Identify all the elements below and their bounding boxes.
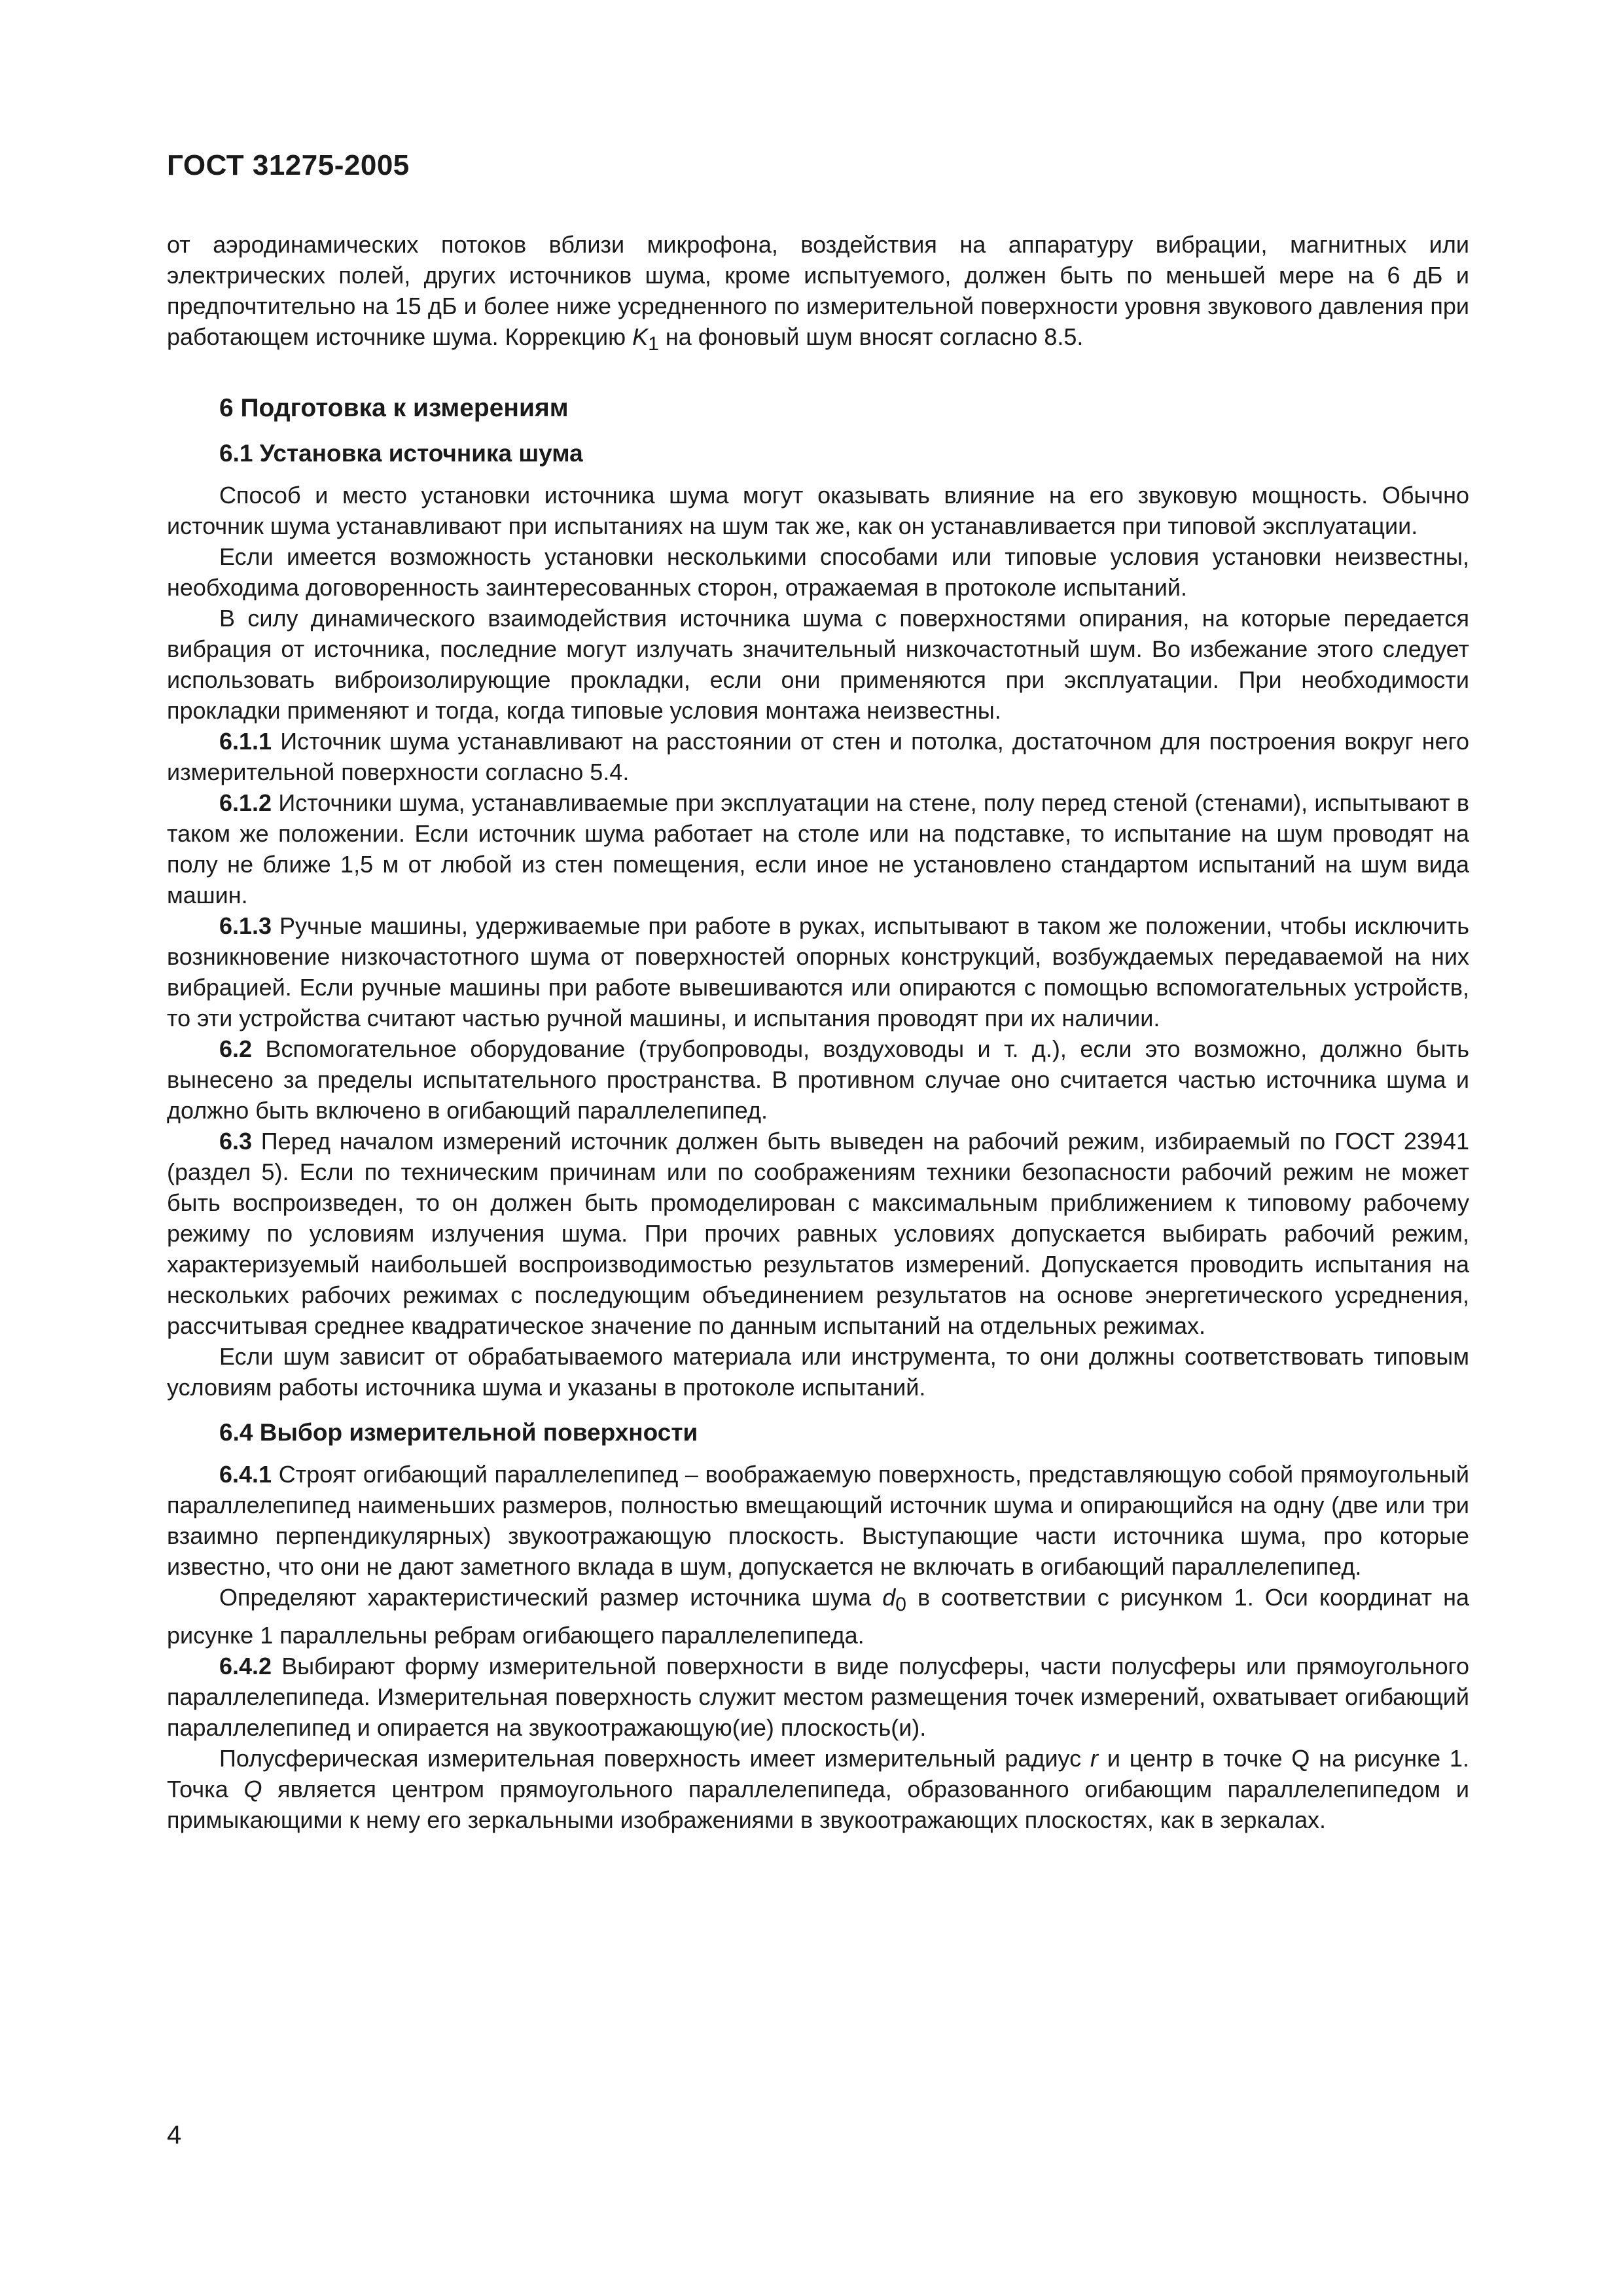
page-content <box>167 229 1469 1835</box>
document-header-code: ГОСТ 31275-2005 <box>167 149 410 181</box>
clause-6-1-1-text: Источник шума устанавливают на расстоянии от стен и потолка, достаточном для построения вокруг него измерительной поверхности согласно 5.4. <box>167 728 1469 786</box>
var-k: K <box>632 323 649 350</box>
clause-6-4-1 <box>167 1459 1469 1582</box>
intro-paragraph <box>167 229 1469 359</box>
clause-6-1-3-number: 6.1.3 <box>219 912 272 940</box>
section-6-1-heading: 6.1 Установка источника шума <box>219 440 583 467</box>
d0-text-b: в соответствии с рисунком 1. Оси координат на рисунке 1 параллельны ребрам огибающего параллелепипеда. <box>167 1584 1469 1649</box>
clause-6-2-number: 6.2 <box>219 1035 253 1063</box>
clause-6-1-1 <box>167 726 1469 787</box>
section-6-4-heading: 6.4 Выбор измерительной поверхности <box>219 1419 698 1446</box>
clause-6-3 <box>167 1126 1469 1341</box>
clause-6-3-text: Перед началом измерений источник должен быть выведен на рабочий режим, избираемый по ГОСТ 23941 (раздел 5). Если по техническим причинам или по соображениям техники безопасности рабочий режим не может быть воспроизведен, то он должен быть промоделирован с максимальным приближением к типовому рабочему режиму по условиям излучения шума. При прочих равных условиях допускается выбирать рабочий режим, характеризуемый наибольшей воспроизводимостью результатов измерений. Допускается проводить испытания на нескольких рабочих режимах с последующим объединением результатов на основе энергетического усреднения, рассчитывая среднее квадратическое значение по данным испытаний на отдельных режимах. <box>167 1128 1469 1340</box>
sub-k: 1 <box>648 333 659 355</box>
clause-6-3-paragraph-2: Если шум зависит от обрабатываемого материала или инструмента, то они должны соответствовать типовым условиям работы источника шума и указаны в протоколе испытаний. <box>167 1343 1469 1401</box>
clause-6-2-text: Вспомогательное оборудование (трубопроводы, воздуховоды и т. д.), если это возможно, должно быть вынесено за пределы испытательного пространства. В противном случае оно считается частью источника шума и должно быть включено в огибающий параллелепипед. <box>167 1035 1469 1124</box>
intro-text-b: на фоновый шум вносят согласно 8.5. <box>658 323 1084 350</box>
intro-text-a: от аэродинамических потоков вблизи микрофона, воздействия на аппаратуру вибрации, магнитных или электрических полей, других источников шума, кроме испытуемого, должен быть по меньшей мере на 6 дБ и предпочтительно на 15 дБ и более ниже усредненного по измерительной поверхности уровня звукового давления при работающем источнике шума. Коррекцию <box>167 231 1469 350</box>
hemi-text-b: и центр в точке Q на рисунке 1. Точка <box>167 1745 1469 1803</box>
clause-6-1-2 <box>167 787 1469 910</box>
section-6-1-paragraph-2: Если имеется возможность установки несколькими способами или типовые условия установки неизвестны, необходима договоренность заинтересованных сторон, отражаемая в протоколе испытаний. <box>167 543 1469 601</box>
clause-6-1-3-text: Ручные машины, удерживаемые при работе в руках, испытывают в таком же положении, чтобы исключить возникновение низкочастотного шума от поверхностей опорных конструкций, возбуждаемых передаваемой на них вибрацией. Если ручные машины при работе вывешиваются или опираются с помощью вспомогательных устройств, то эти устройства считают частью ручной машины, и испытания проводят при их наличии. <box>167 912 1469 1032</box>
hemi-text-a: Полусферическая измерительная поверхность имеет измерительный радиус <box>219 1745 1090 1772</box>
hemi-text-c: является центром прямоугольного параллелепипеда, образованного огибающим параллелепипедом и примыкающими к нему его зеркальными изображениями в звукоотражающих плоскостях, как в зеркалах. <box>167 1776 1469 1834</box>
clause-6-1-3 <box>167 910 1469 1033</box>
var-d: d <box>882 1584 896 1611</box>
section-6-1-paragraph-3: В силу динамического взаимодействия источника шума с поверхностями опирания, на которые передается вибрация от источника, последние могут излучать значительный низкочастотный шум. Во избежание этого следует использовать виброизолирующие прокладки, если они применяются при эксплуатации. При необходимости прокладки применяют и тогда, когда типовые условия монтажа неизвестны. <box>167 605 1469 725</box>
clause-6-4-2-paragraph-hemisphere <box>167 1743 1469 1835</box>
clause-6-4-2-text: Выбирают форму измерительной поверхности в виде полусферы, части полусферы или прямоугольного параллелепипеда. Измерительная поверхность служит местом размещения точек измерений, охватывает огибающий параллелепипед и опирается на звукоотражающую(ие) плоскость(и). <box>167 1653 1469 1742</box>
clause-6-4-1-paragraph-d0 <box>167 1582 1469 1651</box>
clause-6-1-1-number: 6.1.1 <box>219 728 272 755</box>
var-q: Q <box>243 1776 262 1803</box>
page-number: 4 <box>167 2121 182 2149</box>
d0-text-a: Определяют характеристический размер источника шума <box>219 1584 883 1611</box>
clause-6-4-2 <box>167 1651 1469 1743</box>
var-r: r <box>1090 1745 1098 1772</box>
clause-6-1-2-text: Источники шума, устанавливаемые при эксплуатации на стене, полу перед стеной (стенами), испытывают в таком же положении. Если источник шума работает на столе или на подставке, то испытание на шум проводят на полу не ближе 1,5 м от любой из стен помещения, если иное не установлено стандартом испытаний на шум вида машин. <box>167 789 1469 909</box>
clause-6-4-1-text: Строят огибающий параллелепипед – воображаемую поверхность, представляющую собой прямоугольный параллелепипед наименьших размеров, полностью вмещающий источник шума и опирающийся на одну (две или три взаимно перпендикулярных) звукоотражающую плоскость. Выступающие части источника шума, про которые известно, что они не дают заметного вклада в шум, допускается не включать в огибающий параллелепипед. <box>167 1461 1469 1581</box>
clause-6-4-1-number: 6.4.1 <box>219 1461 272 1488</box>
section-6-1-paragraph-1: Способ и место установки источника шума могут оказывать влияние на его звуковую мощность. Обычно источник шума устанавливают при испытаниях на шум так же, как он устанавливается при типовой эксплуатации. <box>167 482 1469 540</box>
clause-6-2 <box>167 1033 1469 1126</box>
clause-6-4-2-number: 6.4.2 <box>219 1653 272 1680</box>
clause-6-1-2-number: 6.1.2 <box>219 789 272 817</box>
sub-d: 0 <box>895 1594 906 1616</box>
section-6-heading: 6 Подготовка к измерениям <box>219 394 569 423</box>
clause-6-3-number: 6.3 <box>219 1128 253 1155</box>
